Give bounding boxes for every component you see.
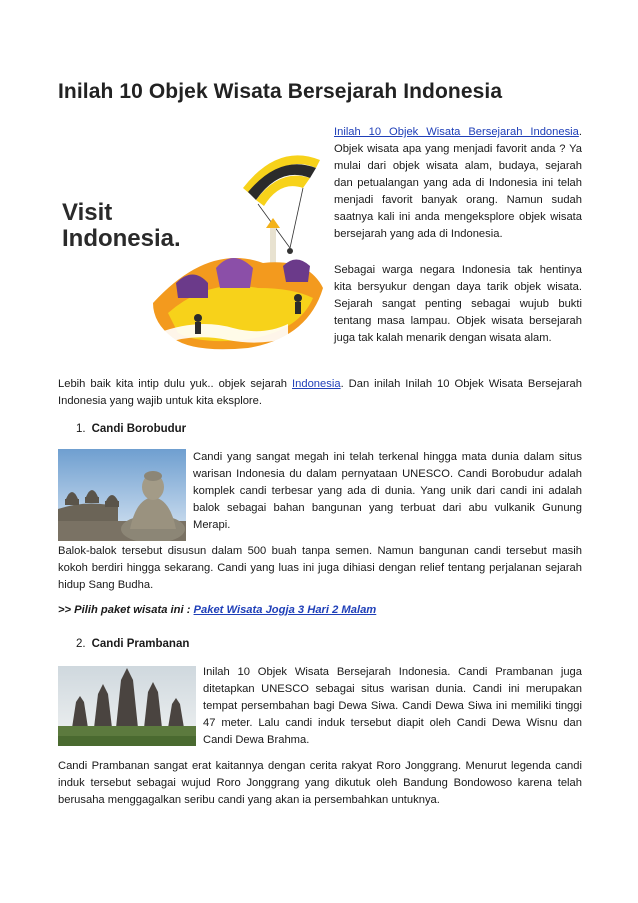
promo-line bbox=[58, 604, 376, 616]
prambanan-description: Inilah 10 Objek Wisata Bersejarah Indonesia. Candi Prambanan juga ditetapkan UNESCO sebagai situs warisan dunia. Candi ini merupakan tempat persembahan bagi Dewa Siwa. Candi Dewa Siwa ini memiliki tinggi 47 meter. Lalu candi induk tersebut diapit oleh Candi Dewa Wisnu dan Candi Dewa Brahma. bbox=[203, 666, 582, 746]
intro-paragraph-2: Sebagai warga negara Indonesia tak hentinya kita bersyukur dengan daya tarik objek wisata. Sejarah sangat penting sebagai wujub bukti tentang masa lampau. Objek wisata bersejarah juga tak kalah menarik dengan wisata alam. bbox=[334, 264, 582, 344]
visit-logo-line2: Indonesia. bbox=[62, 225, 181, 252]
page-title: Inilah 10 Objek Wisata Bersejarah Indonesia bbox=[58, 80, 503, 103]
item-name: Candi Prambanan bbox=[91, 638, 190, 650]
item-heading-borobudur bbox=[76, 423, 186, 435]
indonesia-link[interactable]: Indonesia bbox=[292, 378, 341, 390]
prambanan-photo bbox=[58, 666, 196, 746]
item-heading-prambanan bbox=[76, 638, 189, 650]
intro-title-link[interactable]: Inilah 10 Objek Wisata Bersejarah Indonesia bbox=[334, 126, 579, 138]
lead-text-after: . Dan inilah Inilah 10 Objek Wisata Bersejarah Indonesia yang wajib untuk kita eksplore. bbox=[58, 378, 583, 407]
lead-paragraph bbox=[58, 376, 582, 410]
borobudur-photo bbox=[58, 449, 186, 541]
item-number: 2. bbox=[76, 638, 86, 650]
borobudur-continuation: Balok-balok tersebut disusun dalam 500 buah tanpa semen. Namun bangunan candi tersebut masih kokoh berdiri hingga sekarang. Candi yang luas ini juga dihiasi dengan relief tentang perjalanan sejarah hidup Sang Budha. bbox=[58, 545, 582, 591]
item-number: 1. bbox=[76, 423, 86, 435]
intro-paragraph-1-text: . Objek wisata apa yang menjadi favorit anda ? Ya mulai dari objek wisata alam, budaya, sejarah dan petualangan yang ada di Indonesia ini telah menjadi favorit banyak orang. Namun sudah saatnya kali ini anda mengeksplore objek wisata bersejarah yang ada di Indonesia. bbox=[334, 126, 582, 240]
prambanan-continuation: Candi Prambanan sangat erat kaitannya dengan cerita rakyat Roro Jonggrang. Menurut legenda candi induk tersebut sebagai wujud Roro Jonggrang yang dikutuk oleh Bandung Bondowoso karena telah berusaha menggagalkan seribu candi yang akan ia persembahkan untuknya. bbox=[58, 760, 582, 806]
borobudur-description: Candi yang sangat megah ini telah terkenal hingga mata dunia dalam situs warisan Indonesia du dalam pernyataan UNESCO. Candi Borobudur adalah komplek candi terbesar yang ada di dunia. Yang unik dari candi ini adalah balok sebagai bahan bangunan yang terbuat dari abu vulkanik Gunung Merapi. bbox=[193, 451, 582, 531]
item-name: Candi Borobudur bbox=[91, 423, 187, 435]
intro-paragraph-1 bbox=[334, 124, 582, 243]
promo-package-link[interactable]: Paket Wisata Jogja 3 Hari 2 Malam bbox=[193, 604, 377, 616]
lead-text-before: Lebih baik kita intip dulu yuk.. objek sejarah bbox=[58, 378, 293, 390]
visit-indonesia-illustration bbox=[58, 148, 328, 358]
paraglider-icon bbox=[243, 155, 320, 254]
promo-prefix: >> Pilih paket wisata ini : bbox=[58, 604, 194, 616]
visit-logo-line1: Visit bbox=[62, 199, 113, 226]
